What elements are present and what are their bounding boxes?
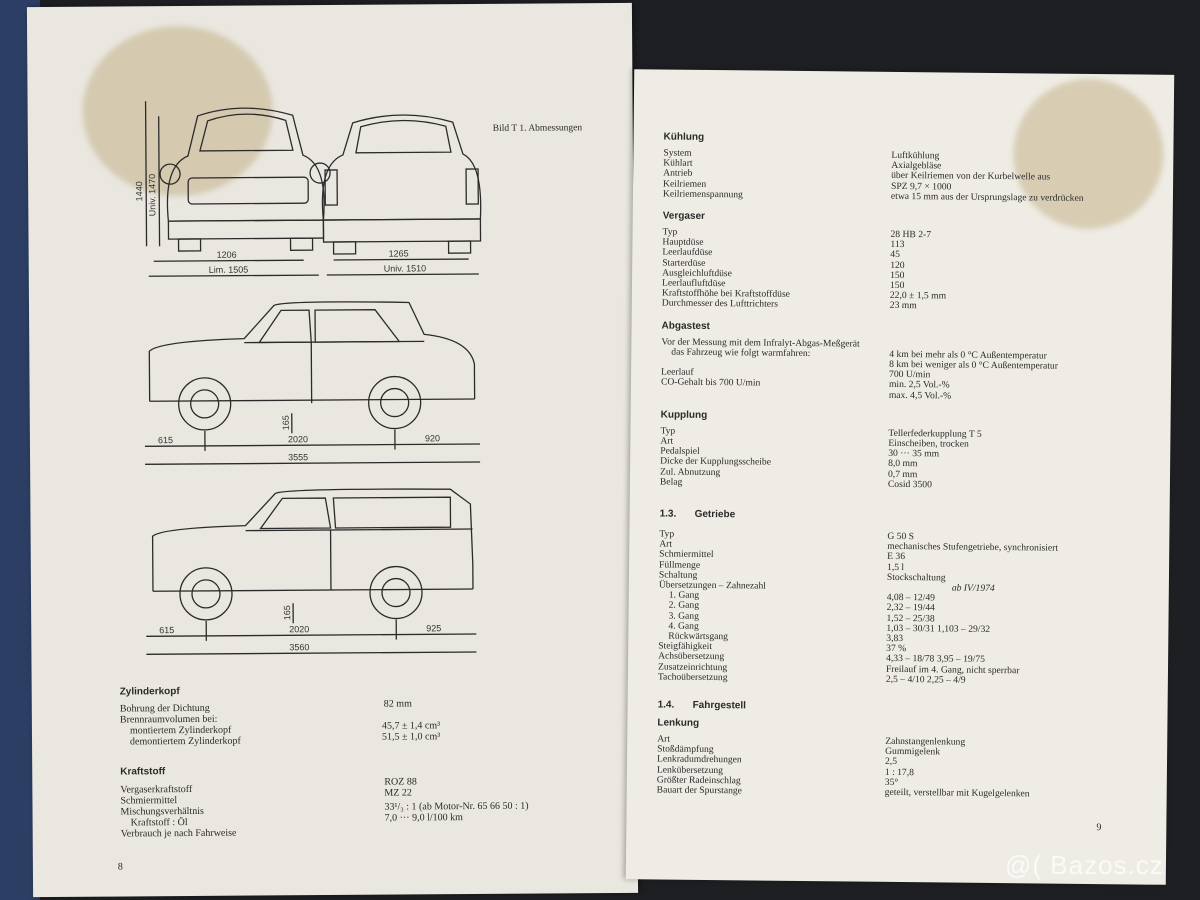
spec-value: 23 mm — [889, 300, 917, 312]
spec-label: System — [663, 147, 692, 159]
spec-value: 700 U/min — [889, 369, 931, 381]
spec-value: 51,5 ± 1,0 cm³ — [381, 731, 441, 743]
spec-value: ROZ 88 — [384, 776, 417, 788]
rear-view — [322, 114, 481, 254]
spec-value: 0,7 mm — [887, 468, 918, 480]
spec-label: Kraftstoff : Öl — [130, 817, 188, 829]
spec-label: Keilriemenspannung — [662, 188, 743, 201]
spec-value: Freilauf im 4. Gang, nicht sperrbar — [885, 663, 1020, 676]
spec-value: 2,32 – 19/44 — [886, 602, 935, 614]
spec-label: Bauart der Spurstange — [656, 784, 743, 797]
dim-wagon-front: 615 — [159, 625, 175, 636]
spec-value: 3,83 — [886, 632, 904, 645]
spec-label: Art — [660, 435, 674, 447]
spec-value: Tellerfederkupplung T 5 — [888, 427, 982, 440]
spec-label: Schmiermittel — [120, 795, 178, 807]
spec-label: Mischungsverhältnis — [120, 805, 204, 818]
section-number: 1.3. — [659, 508, 677, 520]
dim-rear-univ: Univ. 1510 — [383, 263, 427, 274]
dim-wagon-total: 3560 — [289, 642, 310, 653]
spec-label: Steigfähigkeit — [658, 640, 713, 653]
spec-value: 30 ··· 35 mm — [888, 448, 940, 460]
spec-value: G 50 S — [887, 530, 915, 543]
spec-label: Vor der Messung mit dem Infralyt-Abgas-Meßgerät — [661, 336, 860, 350]
spec-label: Art — [657, 733, 671, 745]
spec-value: Gummigelenk — [885, 746, 941, 758]
spec-label: 3. Gang — [668, 610, 699, 622]
dim-rear-track: 1265 — [388, 248, 409, 259]
spec-label: Typ — [659, 528, 675, 540]
dim-sedan-wheelbase: 2020 — [287, 434, 308, 445]
spec-value: geteilt, verstellbar mit Kugelgelenken — [884, 786, 1030, 800]
spec-label: Dicke der Kupplungsscheibe — [660, 455, 772, 469]
water-stain — [1013, 78, 1165, 230]
dim-wagon-rear: 925 — [426, 623, 442, 634]
section-number: 1.4. — [657, 699, 675, 711]
spec-value: 113 — [890, 239, 905, 251]
spec-value: max. 4,5 Vol.-% — [888, 389, 952, 402]
section-title: Abgastest — [661, 320, 710, 332]
spec-label: Zusatzeinrichtung — [657, 661, 728, 673]
dim-sedan-rear: 920 — [424, 433, 440, 444]
dim-sedan-front: 615 — [157, 435, 173, 446]
spec-value: 150 — [890, 269, 905, 281]
spec-label: Durchmesser des Lufttrichters — [661, 297, 779, 311]
spec-value: 8 km bei weniger als 0 °C Außentemperatur — [889, 358, 1058, 372]
spec-value: Zahnstangenlenkung — [885, 735, 966, 748]
spec-label: CO-Gehalt bis 700 U/min — [660, 376, 761, 389]
dimensions-drawing — [27, 3, 632, 667]
spec-label: Hauptdüse — [662, 236, 704, 249]
dim-sedan-clear: 165 — [280, 415, 291, 431]
spec-label: montiertem Zylinderkopf — [129, 724, 232, 737]
spec-label: Stoßdämpfung — [657, 743, 714, 756]
spec-value: Cosid 3500 — [887, 478, 932, 491]
dim-front-lim: Lim. 1505 — [208, 264, 249, 275]
section-title: Zylinderkopf — [119, 686, 180, 698]
spec-value: 8,0 mm — [888, 458, 918, 470]
spec-label: Füllmenge — [659, 559, 701, 571]
spec-value: über Keilriemen von der Kurbelwelle aus — [891, 170, 1051, 183]
spec-value: 150 — [889, 279, 905, 292]
spec-label: Art — [659, 538, 673, 550]
spec-value: 45,7 ± 1,4 cm³ — [381, 720, 441, 732]
dim-height: 1440 — [134, 181, 145, 202]
spec-label: Verbrauch je nach Fahrweise — [120, 827, 237, 840]
spec-label: 2. Gang — [668, 599, 700, 612]
spec-value: MZ 22 — [384, 787, 412, 799]
spec-value: 4,33 – 18/78 3,95 – 19/75 — [886, 653, 986, 666]
spec-label: Achsübersetzung — [658, 650, 725, 663]
spec-value: Luftkühlung — [891, 149, 940, 162]
spec-label: Schaltung — [658, 569, 698, 581]
spec-label: Größter Radeinschlag — [656, 774, 741, 787]
spec-label: Kraftstoffhöhe bei Kraftstoffdüse — [661, 287, 791, 301]
spec-value: 33¹/₃ : 1 (ab Motor-Nr. 65 66 50 : 1) — [384, 800, 529, 813]
spec-value: 4 km bei mehr als 0 °C Außentemperatur — [889, 348, 1047, 362]
spec-value: 4,08 – 12/49 — [886, 592, 936, 604]
spec-label: Keilriemen — [663, 178, 707, 190]
spec-value: Einscheiben, trocken — [888, 437, 969, 450]
spec-value: SPZ 9,7 × 1000 — [890, 180, 952, 193]
spec-label: Bohrung der Dichtung — [119, 702, 210, 715]
spec-label: demontiertem Zylinderkopf — [129, 735, 241, 748]
right-page — [626, 69, 1174, 885]
spec-label: Ausgleichluftdüse — [662, 267, 732, 280]
spec-label: Übersetzungen – Zahnezahl — [658, 579, 767, 592]
spec-label: Tachoübersetzung — [657, 671, 728, 684]
spec-label: Brennraumvolumen bei: — [119, 713, 218, 726]
spec-value: Axialgebläse — [891, 160, 942, 172]
watermark: @( Bazos.cz — [1005, 850, 1164, 880]
dim-wagon-wheelbase: 2020 — [289, 624, 310, 635]
spec-list — [634, 69, 1174, 800]
spec-value: 1,52 – 25/38 — [886, 612, 935, 624]
spec-label: Zul. Abnutzung — [659, 466, 721, 478]
spec-label: Lenkübersetzung — [656, 764, 724, 776]
spec-label: Starterdüse — [662, 257, 706, 269]
page-number: 8 — [117, 861, 123, 873]
spec-label: Schmiermittel — [659, 548, 714, 561]
spec-value: 82 mm — [383, 698, 412, 710]
spec-label: 1. Gang — [668, 589, 700, 602]
spec-label: Antrieb — [663, 167, 693, 180]
section-title: Getriebe — [694, 508, 736, 521]
spec-value: 2,5 — [884, 756, 898, 768]
front-view — [160, 108, 331, 252]
spec-value: 22,0 ± 1,5 mm — [889, 290, 947, 302]
dim-sedan-total: 3555 — [288, 452, 309, 463]
dim-front-track: 1206 — [216, 249, 237, 260]
spec-label: 4. Gang — [668, 620, 699, 632]
spec-value: 37 % — [886, 643, 907, 655]
page-number: 9 — [1096, 822, 1102, 834]
dim-height-univ: Univ. 1470 — [147, 173, 158, 217]
spec-value: 120 — [890, 259, 905, 271]
spec-value: 1 : 17,8 — [884, 766, 915, 778]
spec-value: 2,5 – 4/10 2,25 – 4/9 — [885, 673, 966, 686]
subsection-title: Lenkung — [657, 717, 700, 729]
spec-value: E 36 — [887, 551, 906, 563]
spec-value: 1,03 – 30/31 1,103 – 29/32 — [886, 622, 991, 635]
spec-label: Leerlaufdüse — [662, 246, 713, 259]
dim-wagon-clear: 165 — [282, 605, 293, 621]
spec-label: Kühlart — [663, 157, 693, 169]
spec-value: Stockschaltung — [886, 571, 946, 584]
spec-value: 7,0 ··· 9,0 l/100 km — [384, 812, 463, 824]
spec-label: Vergaserkraftstoff — [120, 783, 193, 796]
figure-caption: Bild T 1. Abmessungen — [492, 123, 583, 134]
spec-value: 28 HB 2-7 — [890, 228, 932, 241]
spec-label: Lenkradumdrehungen — [656, 753, 742, 766]
spec-label: das Fahrzeug wie folgt warmfahren: — [671, 346, 811, 359]
spec-value: etwa 15 mm aus der Ursprungslage zu verdrücken — [890, 190, 1084, 204]
spec-value: ab IV/1974 — [951, 582, 995, 594]
spec-label: Leerlaufluftdüse — [661, 277, 726, 290]
section-title: Kupplung — [660, 409, 708, 421]
spec-label: Typ — [662, 226, 678, 238]
spec-label: Leerlauf — [661, 366, 694, 379]
section-title: Vergaser — [662, 210, 706, 222]
spec-label: Belag — [659, 476, 683, 488]
spec-label: Pedalspiel — [660, 445, 700, 458]
spec-value: 1,5 l — [886, 561, 905, 573]
left-page — [27, 3, 638, 897]
section-title: Fahrgestell — [692, 699, 747, 712]
spec-label: Typ — [660, 425, 676, 437]
section-title: Kraftstoff — [120, 766, 166, 778]
spec-value: mechanisches Stufengetriebe, synchronisiert — [887, 541, 1059, 554]
spec-value: min. 2,5 Vol.-% — [888, 379, 950, 391]
spec-value: 35° — [884, 776, 899, 788]
spec-value: 45 — [890, 249, 900, 261]
section-title: Kühlung — [663, 131, 705, 143]
spec-label: Rückwärtsgang — [668, 630, 729, 643]
